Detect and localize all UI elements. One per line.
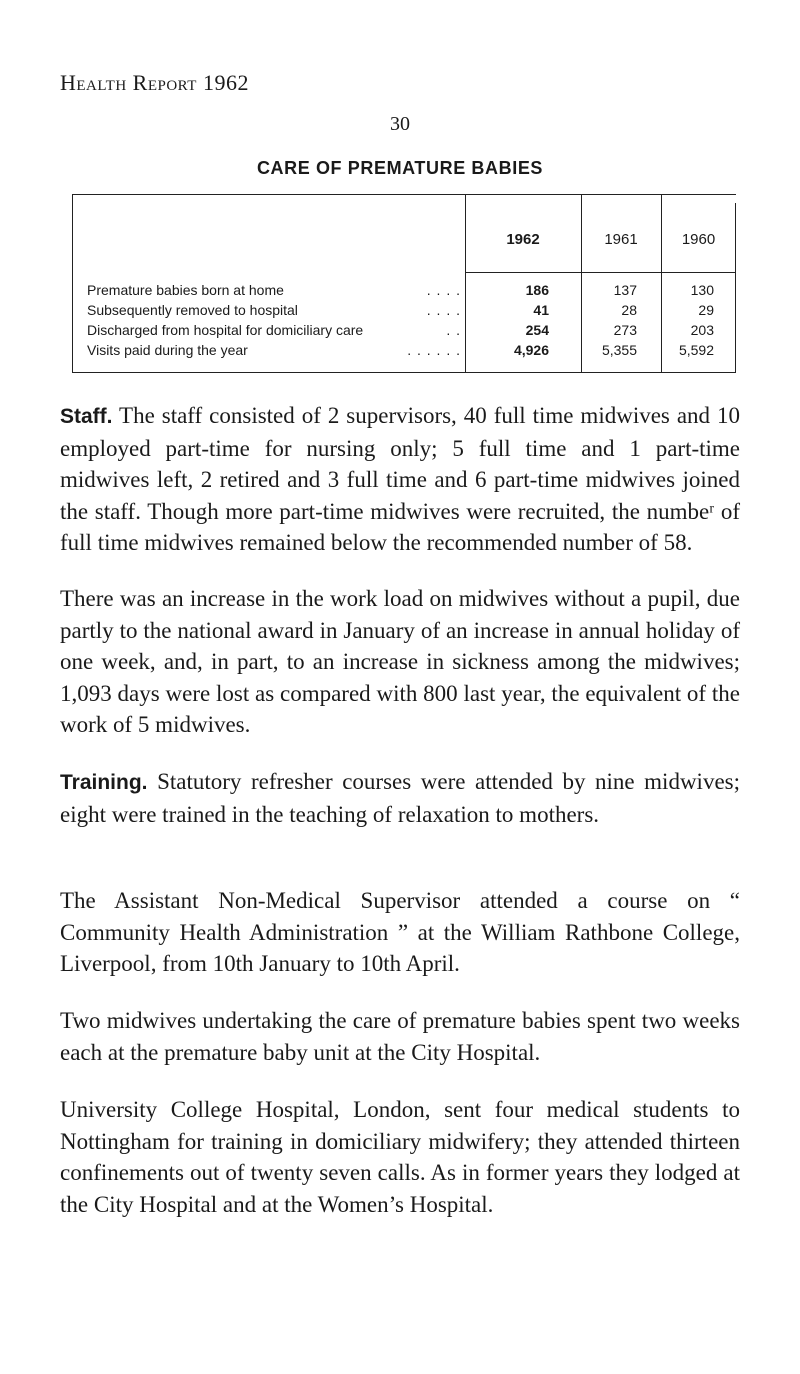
leader-dots: . . . . . . xyxy=(407,342,461,358)
paragraph-staff xyxy=(60,400,740,559)
training-text: Statutory refresher courses were attended by nine midwives; eight were trained in the teaching of relaxation to mothers. xyxy=(60,769,740,827)
table-cell: 5,355 xyxy=(601,342,637,358)
column-header-1962: 1962 xyxy=(506,231,540,248)
paragraph-workload: There was an increase in the work load on midwives without a pupil, due partly to the national award in January of an increase in annual holiday of one week, and, in part, to an increase in sickness among the midwives; 1,093 days were lost as compared with 800 last year, the equivalent of the work of 5 midwives. xyxy=(60,586,740,737)
table-title: CARE OF PREMATURE BABIES xyxy=(256,158,544,178)
leader-dots: . . . . xyxy=(426,302,461,318)
leader-dots: . . . . xyxy=(426,282,461,298)
premature-babies-table xyxy=(72,194,736,373)
page-number: 30 xyxy=(390,113,410,135)
row-label: Premature babies born at home xyxy=(87,282,284,298)
running-head: Health Report 1962 xyxy=(60,70,249,95)
header-rule xyxy=(465,272,736,273)
table-cell: 5,592 xyxy=(678,342,714,358)
table-cell: 137 xyxy=(613,282,637,298)
table-cell: 29 xyxy=(698,302,714,318)
table-cell: 41 xyxy=(533,302,549,318)
table-cell: 4,926 xyxy=(513,342,549,358)
table-cell: 186 xyxy=(525,282,549,298)
training-heading: Training. xyxy=(60,771,148,794)
row-label: Subsequently removed to hospital xyxy=(87,302,298,318)
table-cell: 203 xyxy=(690,322,714,338)
staff-heading: Staff. xyxy=(60,405,113,428)
paragraph-training xyxy=(60,766,740,830)
column-header-1960: 1960 xyxy=(681,231,716,248)
table-cell: 254 xyxy=(525,322,549,338)
column-rule xyxy=(735,203,736,372)
column-header-1961: 1961 xyxy=(604,231,638,248)
row-label: Discharged from hospital for domiciliary care xyxy=(87,322,364,338)
paragraph-supervisor-course: The Assistant Non-Medical Supervisor attended a course on “ Community Health Administration ” at the William Rathbone College, Liverpool, from 10th January to 10th April. xyxy=(60,888,740,976)
staff-text: The staff consisted of 2 supervisors, 40 full time midwives and 10 employed part-time for nursing only; 5 full time and 1 part-time midwives left, 2 retired and 3 full time and 6 part-time midwives joined the staff. Though more part-time midwives were recruited, the numbeʳ of full time midwives remained below the recommended number of 58. xyxy=(60,403,740,555)
table-cell: 28 xyxy=(621,302,637,318)
table-cell: 273 xyxy=(613,322,637,338)
leader-dots: . . xyxy=(446,322,461,338)
table-cell: 130 xyxy=(690,282,714,298)
paragraph-premature-unit: Two midwives undertaking the care of premature babies spent two weeks each at the premature baby unit at the City Hospital. xyxy=(60,1008,740,1065)
paragraph-ucl-students: University College Hospital, London, sent four medical students to Nottingham for training in domiciliary midwifery; they attended thirteen confinements out of twenty seven calls. As in former years they lodged at the City Hospital and at the Women’s Hospital. xyxy=(60,1097,740,1217)
row-label: Visits paid during the year xyxy=(87,342,248,358)
